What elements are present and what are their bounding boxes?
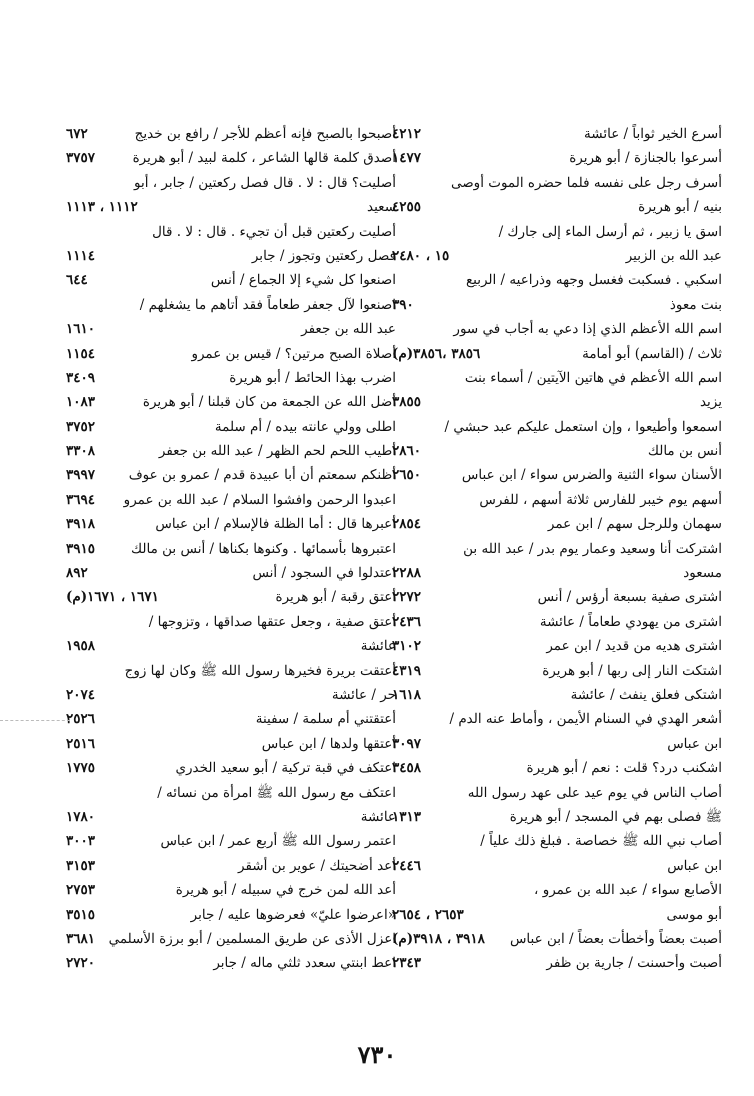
index-entry xyxy=(392,610,722,634)
entry-number: ٦٤٤ xyxy=(66,272,88,289)
entry-text: عائشة xyxy=(360,808,396,825)
index-entry xyxy=(66,415,396,439)
index-entry xyxy=(66,561,396,585)
entry-number: ٣٦٨١ xyxy=(66,930,96,947)
entry-text: أصاب الناس في يوم عيد على عهد رسول الله xyxy=(467,784,722,801)
margin-mark xyxy=(0,720,70,721)
entry-text: بنيه / أبو هريرة xyxy=(638,199,722,216)
index-entry xyxy=(66,610,396,634)
entry-text: ابن عباس xyxy=(667,735,722,752)
entry-number: ٢٧٢٠ xyxy=(66,955,96,972)
entry-number: ١١١٢ ، ١١١٣ xyxy=(66,199,138,216)
entry-number: ٤٣١٩ xyxy=(392,662,422,679)
index-entry xyxy=(392,317,722,341)
entry-text: اسمعوا وأطيعوا ، وإن استعمل عليكم عبد حبشي / xyxy=(444,418,722,435)
entry-number: ٢٤٤٦ xyxy=(392,857,422,874)
entry-text: اصنعوا كل شيء إلا الجماع / أنس xyxy=(210,272,396,289)
entry-text: اسم الله الأعظم الذي إذا دعي به أجاب في سور xyxy=(453,321,722,338)
index-entry xyxy=(66,683,396,707)
entry-text: اعتكف مع رسول الله ﷺ امرأة من نسائه / xyxy=(157,784,396,801)
entry-number: ٢٣٤٣ xyxy=(392,955,422,972)
entry-text: أضل الله عن الجمعة من كان قبلنا / أبو هريرة xyxy=(142,394,396,411)
entry-number: ٢٦٥٠ xyxy=(392,467,422,484)
index-entry xyxy=(66,781,396,805)
entry-number: ١٧٧٥ xyxy=(66,760,96,777)
entry-text: اشتكى فعلق ينفث / عائشة xyxy=(570,686,722,703)
index-entry xyxy=(66,146,396,170)
entry-text: أصبت بعضاً وأخطأت بعضاً / ابن عباس xyxy=(509,930,722,947)
index-entry xyxy=(66,220,396,244)
entry-text: أسرف رجل على نفسه فلما حضره الموت أوصى xyxy=(450,174,722,191)
index-entry xyxy=(392,878,722,902)
entry-number: ٣٧٥٧ xyxy=(66,150,96,167)
index-entry xyxy=(66,659,396,683)
entry-text: أعتق رقبة / أبو هريرة xyxy=(275,589,396,606)
entry-text: بنت معوذ xyxy=(669,296,722,313)
index-entry xyxy=(66,732,396,756)
index-entry xyxy=(392,342,722,366)
entry-text: أسرع الخير ثواباً / عائشة xyxy=(584,126,722,142)
entry-text: أصبحوا بالصبح فإنه أعظم للأجر / رافع بن خديج xyxy=(134,126,396,142)
entry-text: أظنكم سمعتم أن أبا عبيدة قدم / عمرو بن عوف xyxy=(128,467,396,484)
entry-text: عبد الله بن الزبير xyxy=(625,247,722,264)
entry-text: أصاب نبي الله ﷺ خصاصة . فبلغ ذلك علياً / xyxy=(480,833,722,850)
entry-number: ٣١٠٢ xyxy=(392,638,422,655)
index-entry xyxy=(66,122,396,146)
entry-number: ٢٨٥٤ xyxy=(392,516,422,533)
entry-text: الأصابع سواء / عبد الله بن عمرو ، xyxy=(534,882,722,899)
entry-number: ١٣١٣ xyxy=(392,808,422,825)
entry-text: مسعود xyxy=(683,565,722,582)
entry-text: حر / عائشة xyxy=(331,686,396,703)
entry-text: اشكنب درد؟ قلت : نعم / أبو هريرة xyxy=(526,760,722,777)
entry-text: اشترى صفية بسبعة أرؤس / أنس xyxy=(537,589,722,606)
entry-number: ٢٢٨٨ xyxy=(392,565,422,582)
index-entry xyxy=(392,781,722,805)
entry-number: ٤٢١٢ xyxy=(392,126,422,142)
entry-number: ٣٨٥٦ ،٣٨٥٦(م) xyxy=(392,345,481,362)
index-entry xyxy=(66,439,396,463)
entry-text: أصلاة الصبح مرتين؟ / قيس بن عمرو xyxy=(191,345,396,362)
index-entry xyxy=(392,171,722,195)
entry-number: ٣٨٥٥ xyxy=(392,394,422,411)
entry-number: ٣٤٠٩ xyxy=(66,369,96,386)
index-entry xyxy=(66,171,396,195)
entry-text: أنس بن مالك xyxy=(647,443,722,460)
entry-text: اسق يا زبير ، ثم أرسل الماء إلى جارك / xyxy=(498,223,722,240)
entry-text: أصدق كلمة قالها الشاعر ، كلمة لبيد / أبو هريرة xyxy=(132,150,396,167)
entry-text: أشعر الهدي في السنام الأيمن ، وأماط عنه الدم / xyxy=(449,711,722,728)
index-entry xyxy=(66,634,396,658)
entry-text: أعتقتني أم سلمة / سفينة xyxy=(255,711,396,728)
index-entry xyxy=(66,756,396,780)
index-entry xyxy=(66,317,396,341)
index-entry xyxy=(392,195,722,219)
entry-number: ٢٥١٦ xyxy=(66,735,96,752)
index-entry xyxy=(392,488,722,512)
index-entry xyxy=(392,927,722,951)
index-entry xyxy=(66,463,396,487)
entry-text: أعتقت بريرة فخيرها رسول الله ﷺ وكان لها زوج xyxy=(124,662,396,679)
index-entry xyxy=(392,756,722,780)
entry-text: اعبدوا الرحمن وافشوا السلام / عبد الله بن عمرو xyxy=(123,491,396,508)
index-entry xyxy=(66,537,396,561)
entry-text: اعزل الأذى عن طريق المسلمين / أبو برزة الأسلمي xyxy=(108,930,396,947)
entry-number: ٣٤٥٨ xyxy=(392,760,422,777)
index-entry xyxy=(392,829,722,853)
entry-number: ٢٥٢٦ xyxy=(66,711,96,728)
entry-text: اصنعوا لآل جعفر طعاماً فقد أتاهم ما يشغلهم / xyxy=(139,296,396,313)
entry-number: ١٦١٠ xyxy=(66,321,96,338)
index-entry xyxy=(66,488,396,512)
index-entry xyxy=(66,268,396,292)
entry-number: ٣٠٩٧ xyxy=(392,735,422,752)
index-entry xyxy=(392,512,722,536)
entry-text: سعيد xyxy=(367,199,396,216)
entry-text: أصليت؟ قال : لا . قال فصل ركعتين / جابر ، أبو xyxy=(134,174,396,191)
index-entry xyxy=(66,195,396,219)
entry-number: ٣٥١٥ xyxy=(66,906,96,923)
entry-number: ٢٢٧٢ xyxy=(392,589,422,606)
index-entry xyxy=(392,220,722,244)
entry-text: أصليت ركعتين قبل أن تجيء . قال : لا . قال xyxy=(152,223,396,240)
entry-number: ١٦١٨ xyxy=(392,686,422,703)
entry-text: أعتق صفية ، وجعل عتقها صداقها ، وتزوجها / xyxy=(148,613,396,630)
index-entry xyxy=(66,293,396,317)
entry-text: أبو موسى xyxy=(666,906,722,923)
index-entry xyxy=(392,463,722,487)
index-entry xyxy=(392,585,722,609)
entry-text: اشترى هديه من قديد / ابن عمر xyxy=(546,638,722,655)
index-entry xyxy=(392,707,722,731)
index-entry xyxy=(66,512,396,536)
entry-number: ٨٩٢ xyxy=(66,565,88,582)
index-entry xyxy=(392,390,722,414)
entry-text: اعتدلوا في السجود / أنس xyxy=(252,565,396,582)
entry-number: ٣٧٥٢ xyxy=(66,418,96,435)
entry-number: ٣٩١٨ ، ٣٩١٨(م) xyxy=(392,930,485,947)
entry-text: اعط ابنتي سعدد ثلثي ماله / جابر xyxy=(213,955,396,972)
index-entry xyxy=(66,829,396,853)
index-entry xyxy=(392,439,722,463)
index-entry xyxy=(392,122,722,146)
index-entry xyxy=(66,585,396,609)
index-entry xyxy=(392,537,722,561)
entry-text: أعتقها ولدها / ابن عباس xyxy=(261,735,396,752)
index-entry xyxy=(392,415,722,439)
entry-text: اشتكت النار إلى ربها / أبو هريرة xyxy=(542,662,722,679)
entry-number: ٢٤٣٦ xyxy=(392,613,422,630)
index-entry xyxy=(392,244,722,268)
entry-number: ٣٣٠٨ xyxy=(66,443,96,460)
index-entry xyxy=(392,366,722,390)
entry-text: اشتركت أنا وسعيد وعمار يوم بدر / عبد الله بن xyxy=(463,540,722,557)
entry-number: ١٠٨٣ xyxy=(66,394,96,411)
entry-number: ١٥ ، ٢٤٨٠ xyxy=(392,247,450,264)
index-entry xyxy=(66,951,396,975)
index-entry xyxy=(66,707,396,731)
entry-number: ١٤٧٧ xyxy=(392,150,422,167)
entry-text: ﷺ فصلى بهم في المسجد / أبو هريرة xyxy=(509,808,722,825)
entry-text: عبد الله بن جعفر xyxy=(301,321,396,338)
entry-text: أصبت وأحسنت / جارية بن ظفر xyxy=(546,955,722,972)
entry-text: أعد أضحيتك / عوير بن أشقر xyxy=(238,857,396,874)
index-entry xyxy=(392,903,722,927)
entry-text: أسرعوا بالجنازة / أبو هريرة xyxy=(569,150,722,167)
entry-number: ٦٧٢ xyxy=(66,126,88,142)
entry-text: عائشة xyxy=(360,638,396,655)
entry-text: فصل ركعتين وتجوز / جابر xyxy=(251,247,396,264)
index-entry xyxy=(392,634,722,658)
entry-number: ١٧٨٠ xyxy=(66,808,96,825)
entry-number: ٤٢٥٥ xyxy=(392,199,422,216)
index-entry xyxy=(392,805,722,829)
entry-text: اشترى من يهودي طعاماً / عائشة xyxy=(539,613,722,630)
entry-text: ابن عباس xyxy=(667,857,722,874)
index-entry xyxy=(392,659,722,683)
entry-number: ١٩٥٨ xyxy=(66,638,96,655)
index-entry xyxy=(392,951,722,975)
entry-text: أسهم يوم خيبر للفارس ثلاثة أسهم ، للفرس xyxy=(479,491,722,508)
entry-text: أعبرها قال : أما الظلة فالإسلام / ابن عباس xyxy=(155,516,396,533)
entry-text: اعتمر رسول الله ﷺ أربع عمر / ابن عباس xyxy=(160,833,396,850)
entry-text: ثلاث / (القاسم) أبو أمامة xyxy=(582,345,722,362)
entry-number: ١١١٤ xyxy=(66,247,96,264)
index-entry xyxy=(66,244,396,268)
entry-number: ٢٠٧٤ xyxy=(66,686,96,703)
entry-text: اسكبي . فسكبت فغسل وجهه وذراعيه / الربيع xyxy=(465,272,722,289)
entry-text: أطيب اللحم لحم الظهر / عبد الله بن جعفر xyxy=(158,443,396,460)
entry-number: ٣٠٠٣ xyxy=(66,833,96,850)
entry-number: ١١٥٤ xyxy=(66,345,96,362)
index-entry xyxy=(66,390,396,414)
index-entry xyxy=(392,561,722,585)
entry-text: اطلى وولي عانته بيده / أم سلمة xyxy=(214,418,396,435)
page-number: ٧٣٠ xyxy=(357,1040,397,1069)
index-entry xyxy=(66,854,396,878)
left-column xyxy=(66,122,396,976)
index-entry xyxy=(392,683,722,707)
entry-text: اعتبروها بأسمائها . وكنوها بكناها / أنس بن مالك xyxy=(131,540,396,557)
entry-number: ١٦٧١ ، ١٦٧١(م) xyxy=(66,589,159,606)
entry-text: أعد الله لمن خرج في سبيله / أبو هريرة xyxy=(175,882,396,899)
entry-number: ٣٩١٥ xyxy=(66,540,96,557)
entry-text: يزيد xyxy=(699,394,722,411)
index-entry xyxy=(66,342,396,366)
index-entry xyxy=(66,805,396,829)
entry-number: ٢٧٥٣ xyxy=(66,882,96,899)
entry-number: ٣٩١٨ xyxy=(66,516,96,533)
index-entry xyxy=(392,268,722,292)
index-entry xyxy=(392,854,722,878)
entry-number: ٣٦٩٤ xyxy=(66,491,96,508)
entry-text: اعتكف في قبة تركية / أبو سعيد الخدري xyxy=(175,760,396,777)
index-entry xyxy=(66,927,396,951)
right-column xyxy=(392,122,722,976)
index-entry xyxy=(66,903,396,927)
entry-text: سهمان وللرجل سهم / ابن عمر xyxy=(547,516,722,533)
entry-number: ٢٦٥٣ ، ٢٦٥٤ xyxy=(392,906,464,923)
index-entry xyxy=(392,146,722,170)
index-entry xyxy=(66,366,396,390)
entry-number: ٢٨٦٠ xyxy=(392,443,422,460)
entry-number: ٣١٥٣ xyxy=(66,857,96,874)
entry-text: اضرب بهذا الحائط / أبو هريرة xyxy=(229,369,396,386)
entry-text: اسم الله الأعظم في هاتين الآيتين / أسماء بنت xyxy=(464,369,722,386)
index-entry xyxy=(66,878,396,902)
index-entry xyxy=(392,293,722,317)
entry-text: الأسنان سواء الثنية والضرس سواء / ابن عباس xyxy=(461,467,722,484)
entry-number: ٣٩٩٧ xyxy=(66,467,96,484)
entry-text: «اعرضوا عليّ» فعرضوها عليه / جابر xyxy=(190,906,396,923)
index-entry xyxy=(392,732,722,756)
entry-number: ٣٩٠ xyxy=(392,296,414,313)
